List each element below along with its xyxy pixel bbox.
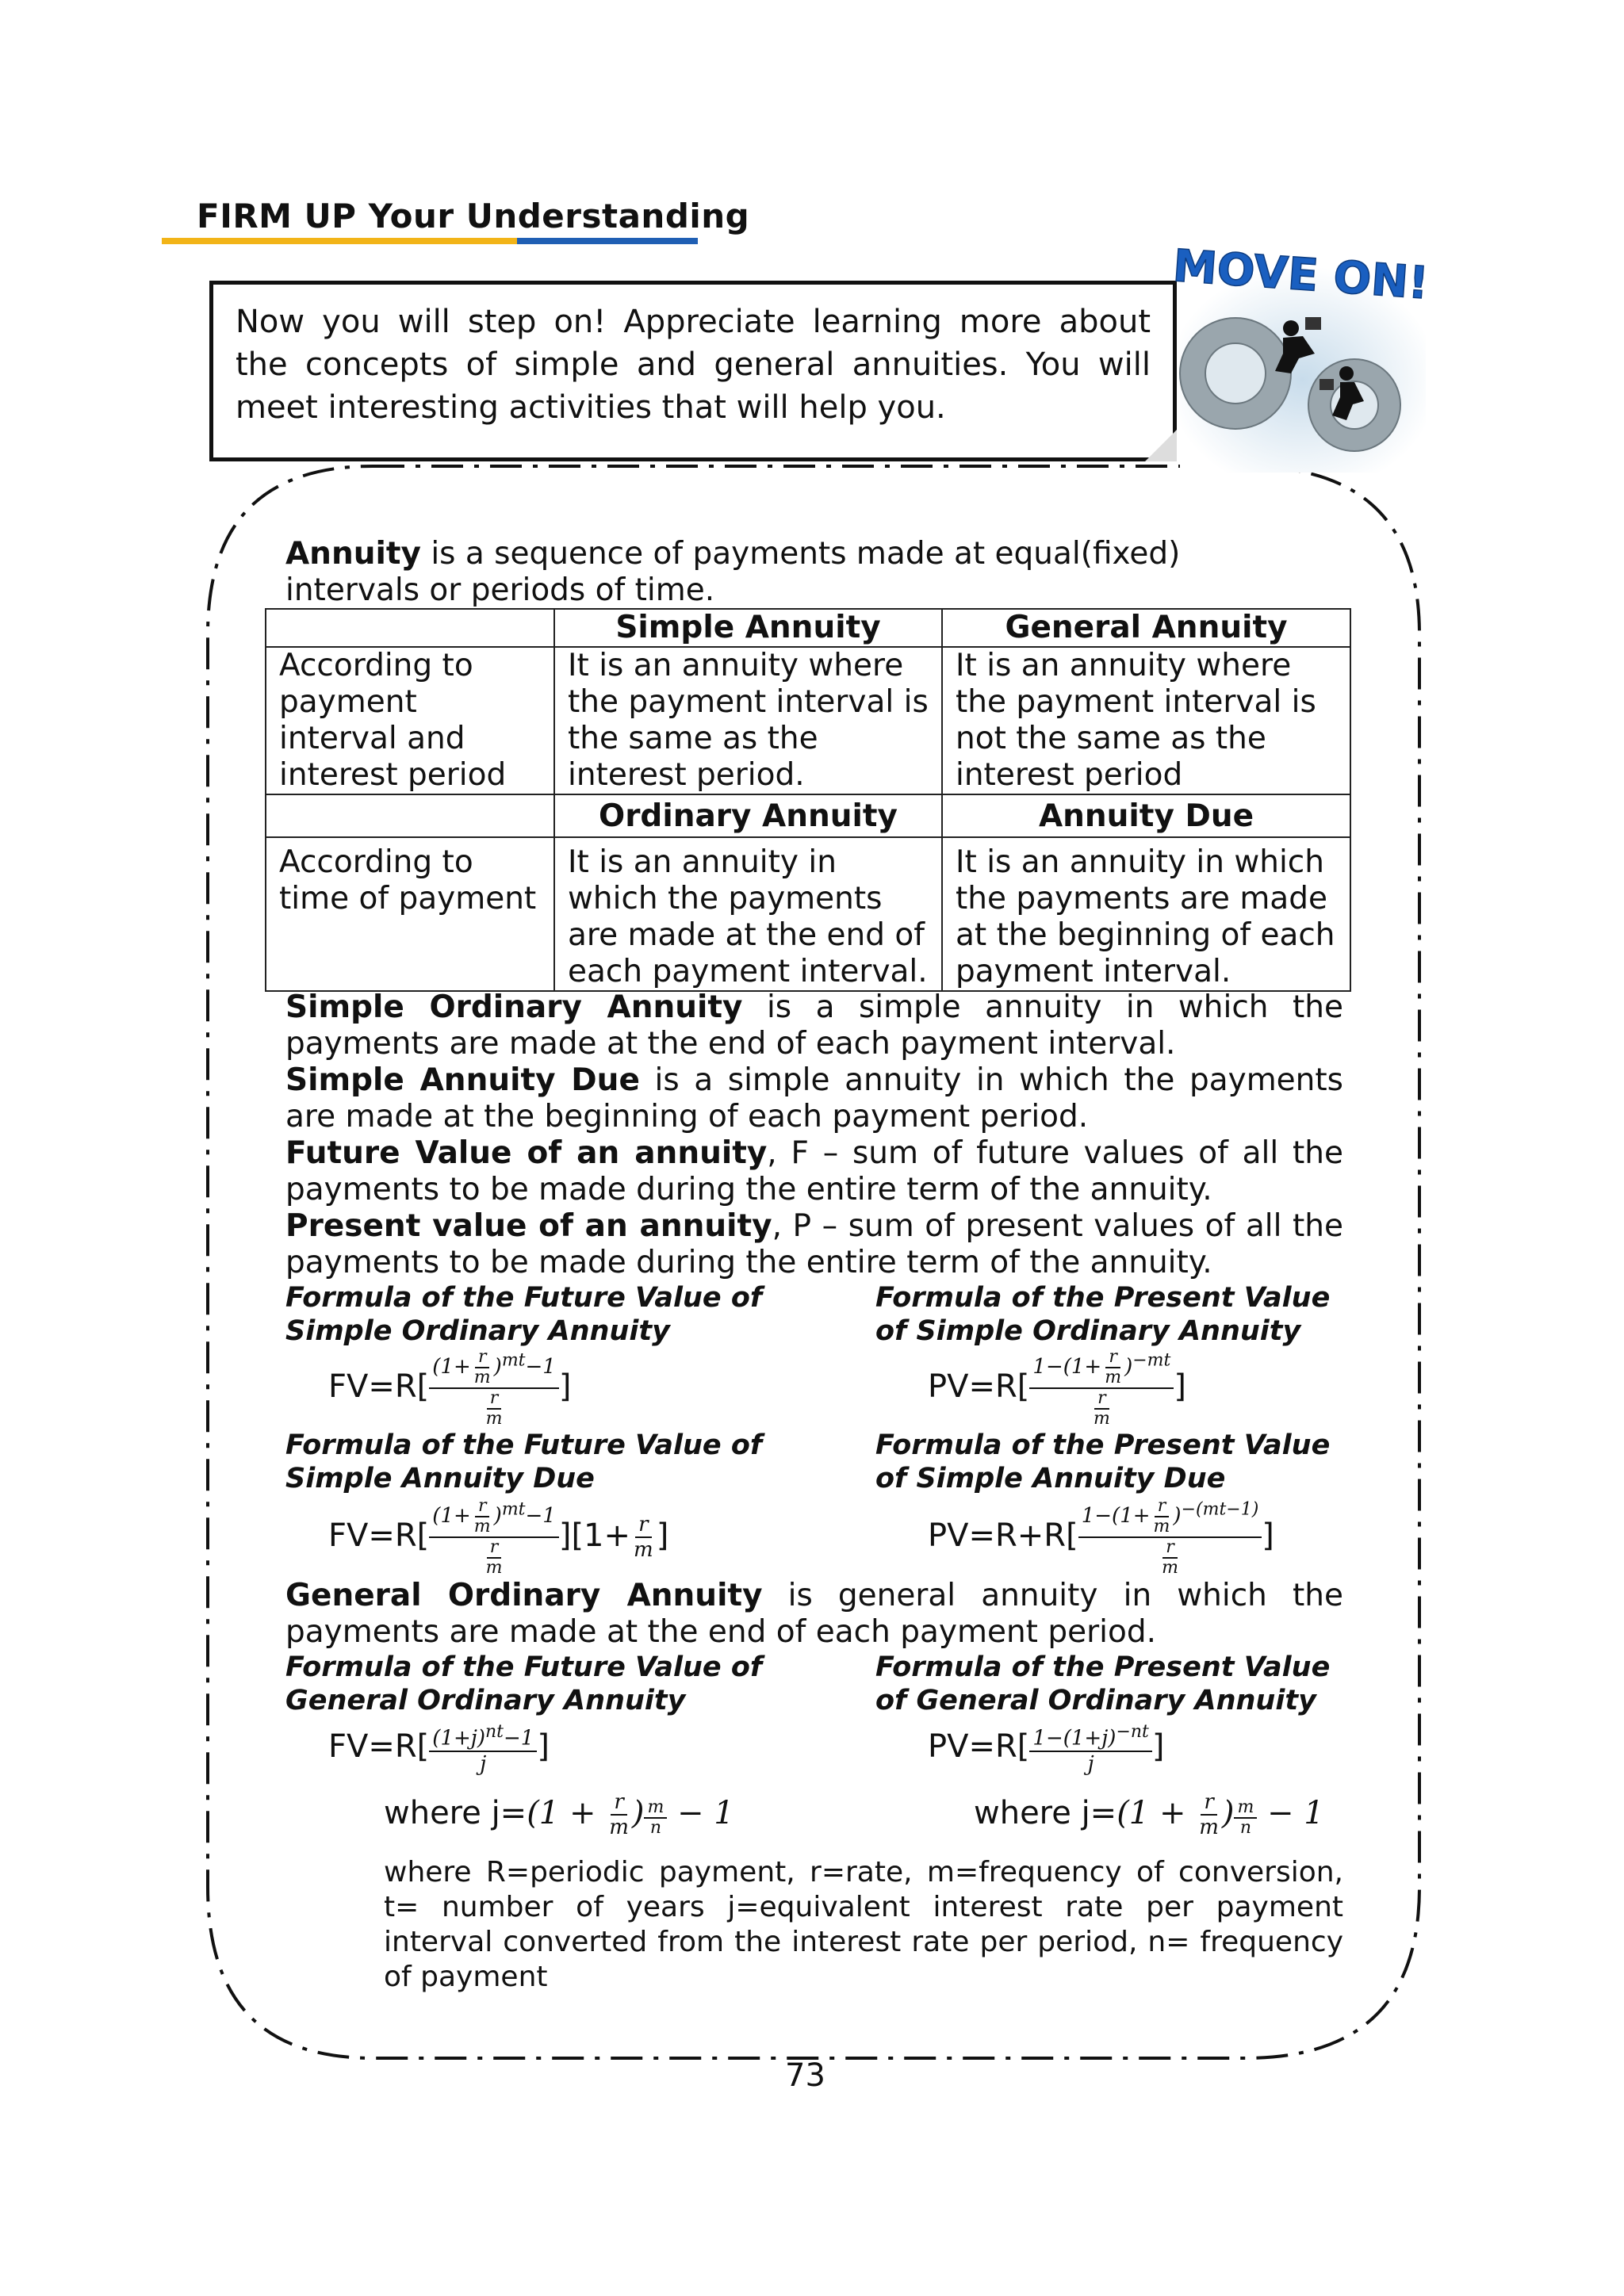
formula-text: m — [634, 1538, 653, 1562]
definitions-block — [285, 989, 1343, 1281]
table-cell: It is an annuity in which the payments are made at the beginning of each payment interval. — [942, 837, 1350, 991]
intro-text: Now you will step on! Appreciate learning more about the concepts of simple and general annuities. You will meet interesting activities that will help you. — [236, 304, 1151, 426]
formula-text: ][1+ — [558, 1517, 631, 1554]
formula-text: where j= — [384, 1795, 527, 1831]
formula-text: r — [1105, 1348, 1120, 1368]
formula-text: m — [485, 1409, 503, 1429]
table-cell — [266, 609, 554, 647]
definition-text: is a simple annuity in which the payments are made at the end of each payment interval. — [285, 989, 1343, 1062]
formula-text: FV=R[ — [328, 1368, 430, 1405]
formula-text: (1 + — [1116, 1795, 1197, 1831]
definition-text: , P – sum of present values of all the payments to be made during the entire term of the annuity. — [285, 1208, 1343, 1280]
formula-heading-pv-simple-due: Formula of the Present Value of Simple Annuity Due — [875, 1429, 1331, 1494]
formula-pv-simple-due — [928, 1497, 1274, 1578]
formula-text: m — [1199, 1816, 1219, 1839]
formula-text: m — [1153, 1517, 1170, 1536]
fraction — [1196, 1790, 1222, 1839]
formula-text: (1+ — [432, 1726, 471, 1751]
table-header: Annuity Due — [942, 794, 1350, 837]
formula-text: ] — [558, 1368, 572, 1405]
definition-term: General Ordinary Annuity — [285, 1578, 763, 1613]
annuity-classification-table — [265, 608, 1351, 992]
formula-pv-simple-ordinary — [928, 1348, 1186, 1429]
definition-term: Future Value of an annuity — [285, 1135, 768, 1171]
formula-text: −1 — [504, 1726, 534, 1751]
formula-text: j — [470, 1726, 477, 1751]
formula-text: ) — [631, 1795, 645, 1831]
table-cell: It is an annuity where the payment interval is not the same as the interest period — [942, 647, 1350, 794]
formula-text: j — [1087, 1751, 1094, 1776]
table-cell: According to time of payment — [266, 837, 554, 991]
formula-text: ] — [1151, 1728, 1165, 1765]
formula-text: m — [1105, 1368, 1122, 1387]
formula-text: n — [1239, 1817, 1251, 1838]
table-header: Simple Annuity — [554, 609, 942, 647]
formula-text: n — [649, 1817, 661, 1838]
formula-text: FV=R[ — [328, 1728, 430, 1765]
move-on-label: MOVE ON! — [1171, 240, 1431, 310]
formula-text: ) — [1124, 1355, 1133, 1379]
variable-legend: where R=periodic payment, r=rate, m=frequency of conversion, t= number of years j=equivalent interest rate per payment interval converted from the interest rate per period, n= frequency of payment — [384, 1856, 1343, 1993]
formula-text: −(mt−1) — [1181, 1499, 1259, 1520]
formula-heading-fv-general-ordinary: Formula of the Future Value of General Ordinary Annuity — [285, 1651, 763, 1716]
formula-text: m — [1162, 1558, 1178, 1578]
fraction — [1029, 1348, 1174, 1429]
table-row — [266, 609, 1350, 647]
formula-text: ] — [537, 1728, 550, 1765]
definition-term: Simple Ordinary Annuity — [285, 989, 743, 1025]
formula-text: ) — [1221, 1795, 1235, 1831]
formula-text: r — [487, 1538, 502, 1559]
definition-text: is general annuity in which the payments are made at the end of each payment period. — [285, 1578, 1343, 1650]
table-header: Ordinary Annuity — [554, 794, 942, 837]
general-ordinary-definition — [285, 1578, 1343, 1651]
table-header: General Annuity — [942, 609, 1350, 647]
formula-text: ) — [1173, 1504, 1182, 1528]
formula-fv-simple-due — [328, 1497, 668, 1578]
annuity-text: is a sequence of payments made at equal(fixed) intervals or periods of time. — [285, 536, 1181, 608]
formula-text: ] — [1174, 1368, 1186, 1405]
table-cell: According to payment interval and interest period — [266, 647, 554, 794]
formula-text: r — [475, 1497, 490, 1517]
annuity-definition — [285, 536, 1316, 609]
formula-text: PV=R+R[ — [928, 1517, 1078, 1554]
formula-text: r — [1155, 1497, 1170, 1517]
formula-text: j — [480, 1751, 487, 1776]
definition-item — [285, 1062, 1343, 1135]
formula-text: 1−(1+ — [1032, 1726, 1102, 1751]
fraction — [429, 1497, 559, 1578]
table-cell — [266, 794, 554, 837]
table-cell: It is an annuity where the payment interval is the same as the interest period. — [554, 647, 942, 794]
section-heading: FIRM UP Your Understanding — [197, 197, 750, 235]
formula-text: ] — [1262, 1517, 1274, 1554]
formula-text: mt — [501, 1499, 526, 1520]
definition-term: Simple Annuity Due — [285, 1062, 640, 1098]
annuity-term: Annuity — [285, 536, 421, 572]
move-on-illustration — [1164, 235, 1434, 480]
fraction — [644, 1798, 667, 1838]
formula-text: ) — [493, 1504, 502, 1528]
formula-text: 1−(1+ — [1081, 1504, 1151, 1528]
fraction — [1234, 1798, 1257, 1838]
formula-text: m — [473, 1368, 491, 1387]
fraction — [1078, 1497, 1262, 1578]
formula-text: (1+ — [432, 1504, 471, 1528]
formula-text: −nt — [1116, 1722, 1149, 1742]
fraction — [606, 1790, 632, 1839]
definition-item — [285, 1135, 1343, 1208]
definition-item — [285, 989, 1343, 1062]
formula-text: r — [635, 1513, 651, 1538]
formula-text: (1 + — [527, 1795, 607, 1831]
formula-equivalent-rate-left — [384, 1790, 734, 1839]
formula-text: ) — [493, 1355, 502, 1379]
formula-text: r — [1094, 1389, 1109, 1410]
formula-text: r — [1201, 1790, 1216, 1816]
formula-pv-general-ordinary — [928, 1720, 1165, 1776]
definition-text: , F – sum of future values of all the payments to be made during the entire term of the annuity. — [285, 1135, 1343, 1207]
formula-text: m — [609, 1816, 629, 1839]
intro-speech-box — [209, 281, 1177, 461]
formula-text: − 1 — [1257, 1795, 1324, 1831]
table-row — [266, 837, 1350, 991]
definition-text: is a simple annuity in which the payments are made at the beginning of each payment period. — [285, 1062, 1344, 1135]
formula-text: −mt — [1132, 1350, 1171, 1371]
formula-text: m — [485, 1558, 503, 1578]
formula-fv-general-ordinary — [328, 1720, 550, 1776]
formula-text: r — [475, 1348, 490, 1368]
formula-heading-fv-simple-due: Formula of the Future Value of Simple Annuity Due — [285, 1429, 763, 1494]
formula-text: where j= — [974, 1795, 1117, 1831]
formula-text: −1 — [525, 1504, 556, 1528]
formula-text: PV=R[ — [928, 1728, 1030, 1765]
formula-text: −1 — [525, 1355, 556, 1379]
formula-heading-pv-general-ordinary: Formula of the Present Value of General Ordinary Annuity — [875, 1651, 1331, 1716]
table-cell: It is an annuity in which the payments are made at the end of each payment interval. — [554, 837, 942, 991]
formula-text: m — [644, 1798, 667, 1819]
formula-fv-simple-ordinary — [328, 1348, 571, 1429]
formula-text: m — [1093, 1409, 1110, 1429]
formula-text: m — [1234, 1798, 1257, 1819]
fraction — [630, 1513, 657, 1562]
formula-text: FV=R[ — [328, 1517, 430, 1554]
fraction — [429, 1348, 559, 1429]
fraction — [1029, 1720, 1151, 1776]
formula-heading-fv-simple-ordinary: Formula of the Future Value of Simple Ordinary Annuity — [285, 1282, 763, 1347]
formula-text: mt — [501, 1350, 526, 1371]
formula-text: (1+ — [432, 1355, 471, 1379]
formula-text: PV=R[ — [928, 1368, 1030, 1405]
definition-item — [285, 1208, 1343, 1281]
formula-text: 1−(1+ — [1032, 1355, 1102, 1379]
formula-text: nt — [485, 1722, 504, 1742]
formula-heading-pv-simple-ordinary: Formula of the Present Value of Simple Ordinary Annuity — [875, 1282, 1331, 1347]
formula-text: r — [611, 1790, 626, 1816]
formula-text: j — [1101, 1726, 1109, 1751]
formula-text: − 1 — [667, 1795, 734, 1831]
heading-underline — [162, 238, 698, 244]
formula-text: ] — [656, 1517, 669, 1554]
formula-text: r — [487, 1389, 502, 1410]
formula-equivalent-rate-right — [974, 1790, 1324, 1839]
page-number: 73 — [785, 2057, 825, 2094]
fraction — [429, 1720, 537, 1776]
definition-term: Present value of an annuity — [285, 1208, 772, 1244]
formula-text: ) — [477, 1726, 485, 1751]
formula-text: ) — [1108, 1726, 1116, 1751]
formula-text: m — [473, 1517, 491, 1536]
formula-text: r — [1162, 1538, 1178, 1559]
table-row — [266, 794, 1350, 837]
table-row — [266, 647, 1350, 794]
